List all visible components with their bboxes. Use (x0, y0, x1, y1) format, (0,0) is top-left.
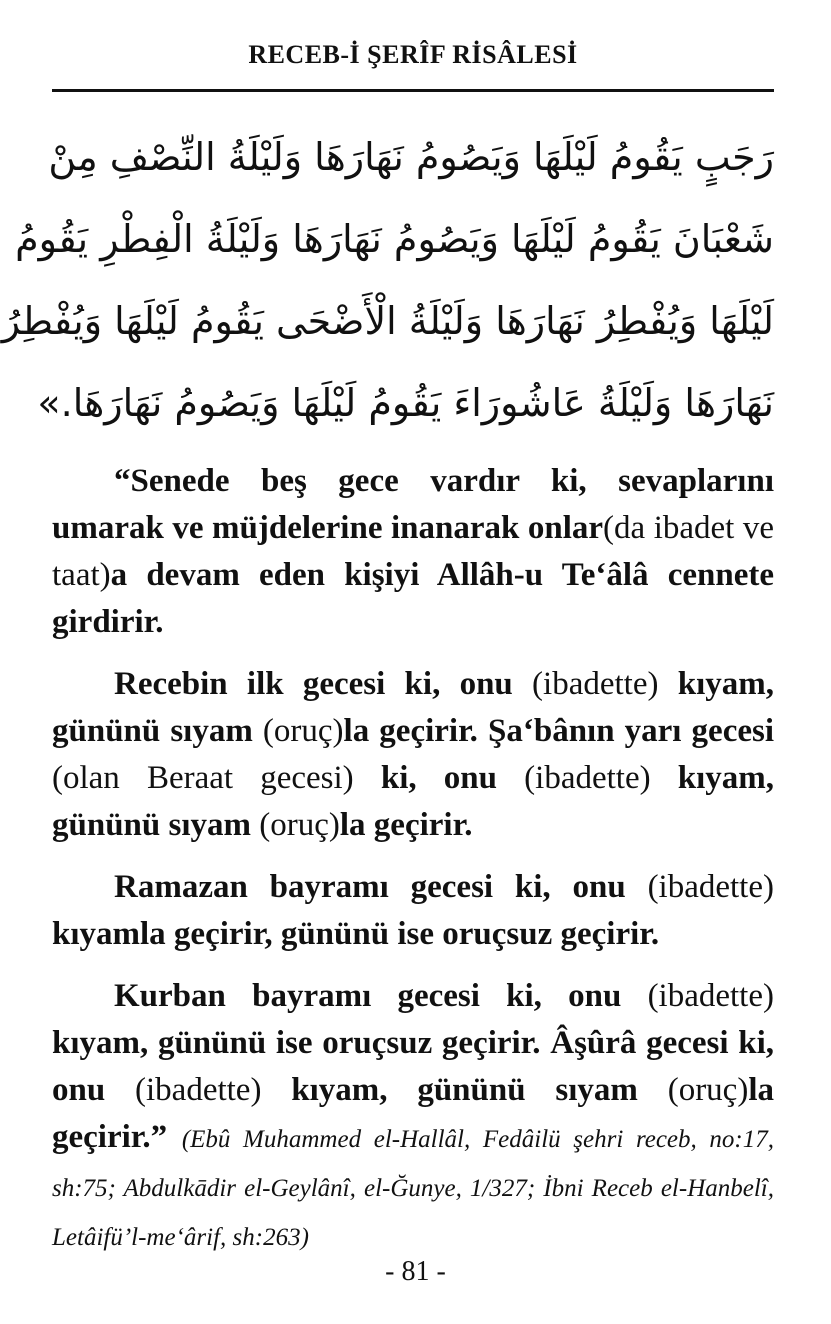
arabic-line: رَجَبٍ يَقُومُ لَيْلَهَا وَيَصُومُ نَهَارَهَا وَلَيْلَةُ النِّصْفِ مِنْ (48, 135, 774, 179)
paragraph-intro (52, 458, 774, 646)
bold-text: “Senede beş gece vardır ki, sevaplarını umarak ve müjdelerine inanarak onlar (52, 463, 774, 546)
bold-text: la geçirir. Şa‘bânın yarı gecesi (343, 713, 774, 749)
bold-text: kıyam, gününü ise oruçsuz geçirir. Âşûrâ gecesi ki, onu (52, 1025, 774, 1108)
plain-text: (da ibadet ve taat) (52, 510, 774, 593)
arabic-line: نَهَارَهَا وَلَيْلَةُ عَاشُورَاءَ يَقُومُ لَيْلَهَا وَيَصُومُ نَهَارَهَا.» (37, 381, 774, 425)
bold-text: kıyam, gününü sıyam (261, 1072, 668, 1108)
source-citation: (Ebû Muhammed el-Hallâl, Fedâilü şehri receb, no:17, sh:75; Abdulkādir el-Geylânî, el-Ğunye, 1/327; İbni Receb el-Hanbelî, Letâifü’l-me‘ârif, sh:263) (52, 1126, 775, 1251)
plain-text: (ibadette) (647, 869, 774, 905)
plain-text: (ibadette) (532, 666, 659, 702)
arabic-line: شَعْبَانَ يَقُومُ لَيْلَهَا وَيَصُومُ نَهَارَهَا وَلَيْلَةُ الْفِطْرِ يَقُومُ (15, 217, 774, 261)
plain-text: (oruç) (259, 807, 340, 843)
header-rule (52, 89, 774, 92)
bold-text: ki, onu (353, 760, 525, 796)
plain-text: (olan Beraat gecesi) (52, 760, 354, 796)
page-number: - 81 - (385, 1256, 446, 1287)
bold-text: Ramazan bayramı gecesi ki, onu (114, 869, 648, 905)
running-header: RECEB-İ ŞERÎF RİSÂLESİ (248, 40, 578, 69)
plain-text: (oruç) (667, 1072, 749, 1108)
bold-text: kıyam, gününü sıyam (52, 666, 774, 749)
bold-text: kıyam, gününü sıyam (52, 760, 775, 843)
bold-text: kıyamla geçirir, gününü ise oruçsuz geçirir. (52, 916, 660, 952)
paragraph-kurban (52, 973, 774, 1261)
bold-text: la geçirir. (339, 807, 473, 843)
plain-text: (ibadette) (524, 760, 651, 796)
bold-text: la geçirir.” (52, 1072, 774, 1155)
paragraph-ramazan (52, 864, 774, 958)
plain-text: (oruç) (262, 713, 344, 749)
arabic-line: لَيْلَهَا وَيُفْطِرُ نَهَارَهَا وَلَيْلَةُ الْأَضْحَى يَقُومُ لَيْلَهَا وَيُفْطِرُ (1, 299, 774, 343)
plain-text: (ibadette) (647, 978, 774, 1014)
bold-text: a devam eden kişiyi Allâh-u Te‘âlâ cennete girdirir. (52, 557, 774, 640)
bold-text: Recebin ilk gecesi ki, onu (114, 666, 533, 702)
translation-body (52, 458, 774, 1276)
plain-text: (ibadette) (135, 1072, 262, 1108)
arabic-hadith-text (1, 116, 774, 444)
paragraph-receb (52, 661, 774, 849)
bold-text: Kurban bayramı gecesi ki, onu (114, 978, 648, 1014)
